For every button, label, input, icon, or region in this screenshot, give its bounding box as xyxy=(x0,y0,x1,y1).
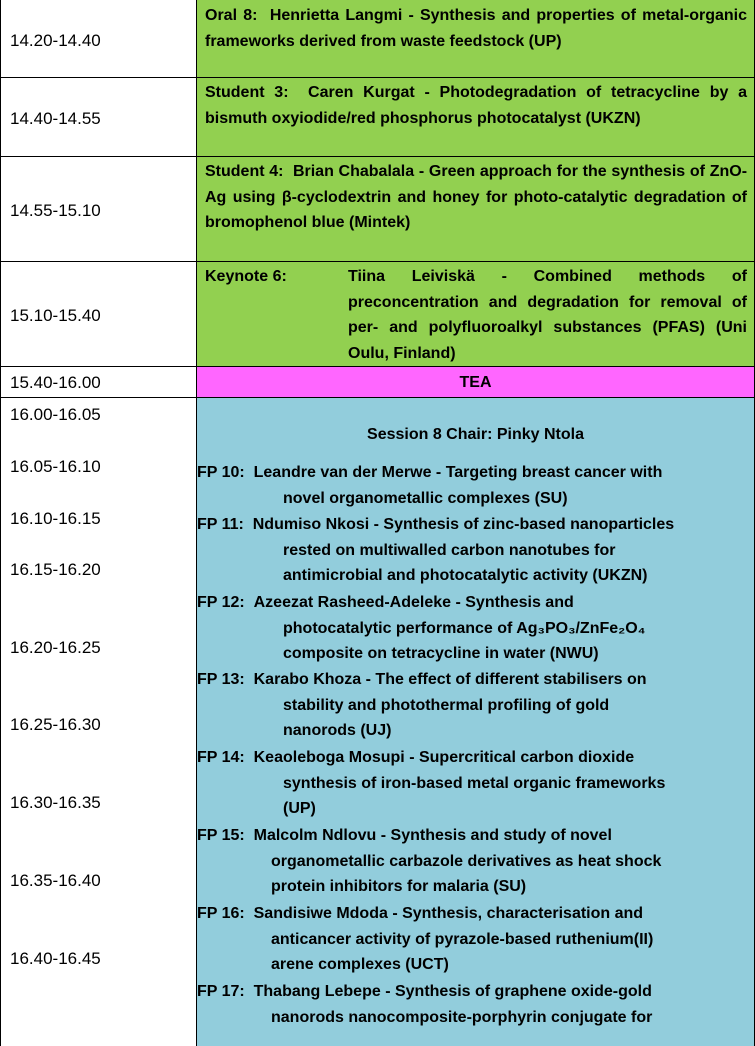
grid-row-4 xyxy=(0,366,755,367)
time-cell: 16.35-16.40 xyxy=(10,871,101,890)
grid-row-5 xyxy=(0,397,755,398)
talk-line: protein inhibitors for malaria (SU) xyxy=(271,878,527,896)
entry-text: Brian Chabalala - Green approach for the synthesis of ZnO-Ag using β-cyclodextrin and honey for photo-catalytic degradation of bromophenol blue (Mintek) xyxy=(205,163,748,231)
talk-line: Malcolm Ndlovu - Synthesis and study of novel xyxy=(253,827,612,844)
talk-label: FP 16: xyxy=(197,905,245,922)
entry-label: Oral 8: xyxy=(205,7,258,24)
session-entry xyxy=(205,3,747,54)
talk-line: (UP) xyxy=(283,800,316,818)
talk-label: FP 14: xyxy=(197,749,245,766)
time-cell: 15.10-15.40 xyxy=(10,306,101,325)
talk-line: organometallic carbazole derivatives as heat shock xyxy=(271,852,662,870)
time-cell: 14.55-15.10 xyxy=(10,201,101,220)
session-entry xyxy=(205,264,747,366)
entry-text: Caren Kurgat - Photodegradation of tetracycline by a bismuth oxyiodide/red phosphorus photocatalyst (UKZN) xyxy=(205,84,748,127)
time-cell: 16.00-16.05 xyxy=(10,405,101,424)
talk-fp17 xyxy=(197,979,742,1030)
talk-line: novel organometallic complexes (SU) xyxy=(283,489,568,507)
talk-fp11 xyxy=(197,512,742,589)
talk-fp10 xyxy=(197,460,742,511)
talk-line: Azeezat Rasheed-Adeleke - Synthesis and xyxy=(253,594,574,611)
time-cell: 16.30-16.35 xyxy=(10,793,101,812)
grid-row-1 xyxy=(0,77,755,78)
session-entry xyxy=(205,80,747,131)
talk-line: antimicrobial and photocatalytic activity (UKZN) xyxy=(283,567,648,585)
time-cell: 16.10-16.15 xyxy=(10,509,101,528)
session-chair: Session 8 Chair: Pinky Ntola xyxy=(367,426,584,443)
grid-row-2 xyxy=(0,156,755,157)
talk-label: FP 15: xyxy=(197,827,245,844)
entry-label: Student 3: xyxy=(205,84,289,101)
talk-label: FP 10: xyxy=(197,464,245,481)
time-cell: 16.40-16.45 xyxy=(10,949,101,968)
talk-label: FP 13: xyxy=(197,671,245,688)
talk-fp15 xyxy=(197,823,742,900)
time-cell: 14.40-14.55 xyxy=(10,109,101,128)
talk-line: Thabang Lebepe - Synthesis of graphene oxide-gold xyxy=(253,983,652,1000)
time-cell: 16.05-16.10 xyxy=(10,457,101,476)
entry-label: Keynote 6: xyxy=(205,268,287,285)
entry-text: Tiina Leiviskä - Combined methods of preconcentration and degradation for removal of per- and polyfluoroalkyl substances (PFAS) (Uni Oulu, Finland) xyxy=(348,268,747,362)
tea-label: TEA xyxy=(459,374,492,391)
talk-line: nanorods (UJ) xyxy=(283,722,392,740)
talk-fp12 xyxy=(197,590,742,667)
entry-text: Henrietta Langmi - Synthesis and properties of metal-organic frameworks derived from waste feedstock (UP) xyxy=(205,7,748,50)
talk-label: FP 12: xyxy=(197,594,245,611)
talk-line: arene complexes (UCT) xyxy=(271,956,449,974)
talk-line: Leandre van der Merwe - Targeting breast cancer with xyxy=(253,464,663,481)
session-entry xyxy=(205,159,747,236)
talk-line: synthesis of iron-based metal organic frameworks xyxy=(283,774,666,792)
talk-label: FP 11: xyxy=(197,516,244,533)
entry-label: Student 4: xyxy=(205,163,284,180)
time-cell: 16.25-16.30 xyxy=(10,715,101,734)
talk-line: photocatalytic performance of Ag₃PO₃/ZnFe₂O₄ xyxy=(283,619,646,637)
time-cell: 16.15-16.20 xyxy=(10,560,101,579)
talk-line: composite on tetracycline in water (NWU) xyxy=(283,645,599,663)
time-cell: 16.20-16.25 xyxy=(10,638,101,657)
talk-line: stability and photothermal profiling of gold xyxy=(283,696,610,714)
time-cell: 14.20-14.40 xyxy=(10,31,101,50)
talk-line: Sandisiwe Mdoda - Synthesis, characterisation and xyxy=(253,905,644,922)
talk-line: anticancer activity of pyrazole-based ruthenium(II) xyxy=(271,930,654,948)
talk-line: Keaoleboga Mosupi - Supercritical carbon dioxide xyxy=(253,749,635,766)
talk-line: nanorods nanocomposite-porphyrin conjugate for xyxy=(271,1008,653,1026)
talk-fp16 xyxy=(197,901,742,978)
talk-line: rested on multiwalled carbon nanotubes for xyxy=(283,541,616,559)
talk-fp13 xyxy=(197,667,742,744)
talk-fp14 xyxy=(197,745,742,822)
talk-label: FP 17: xyxy=(197,983,245,1000)
time-cell: 15.40-16.00 xyxy=(10,373,101,392)
talk-line: Ndumiso Nkosi - Synthesis of zinc-based nanoparticles xyxy=(252,516,675,533)
talk-line: Karabo Khoza - The effect of different stabilisers on xyxy=(253,671,647,688)
grid-row-3 xyxy=(0,261,755,262)
